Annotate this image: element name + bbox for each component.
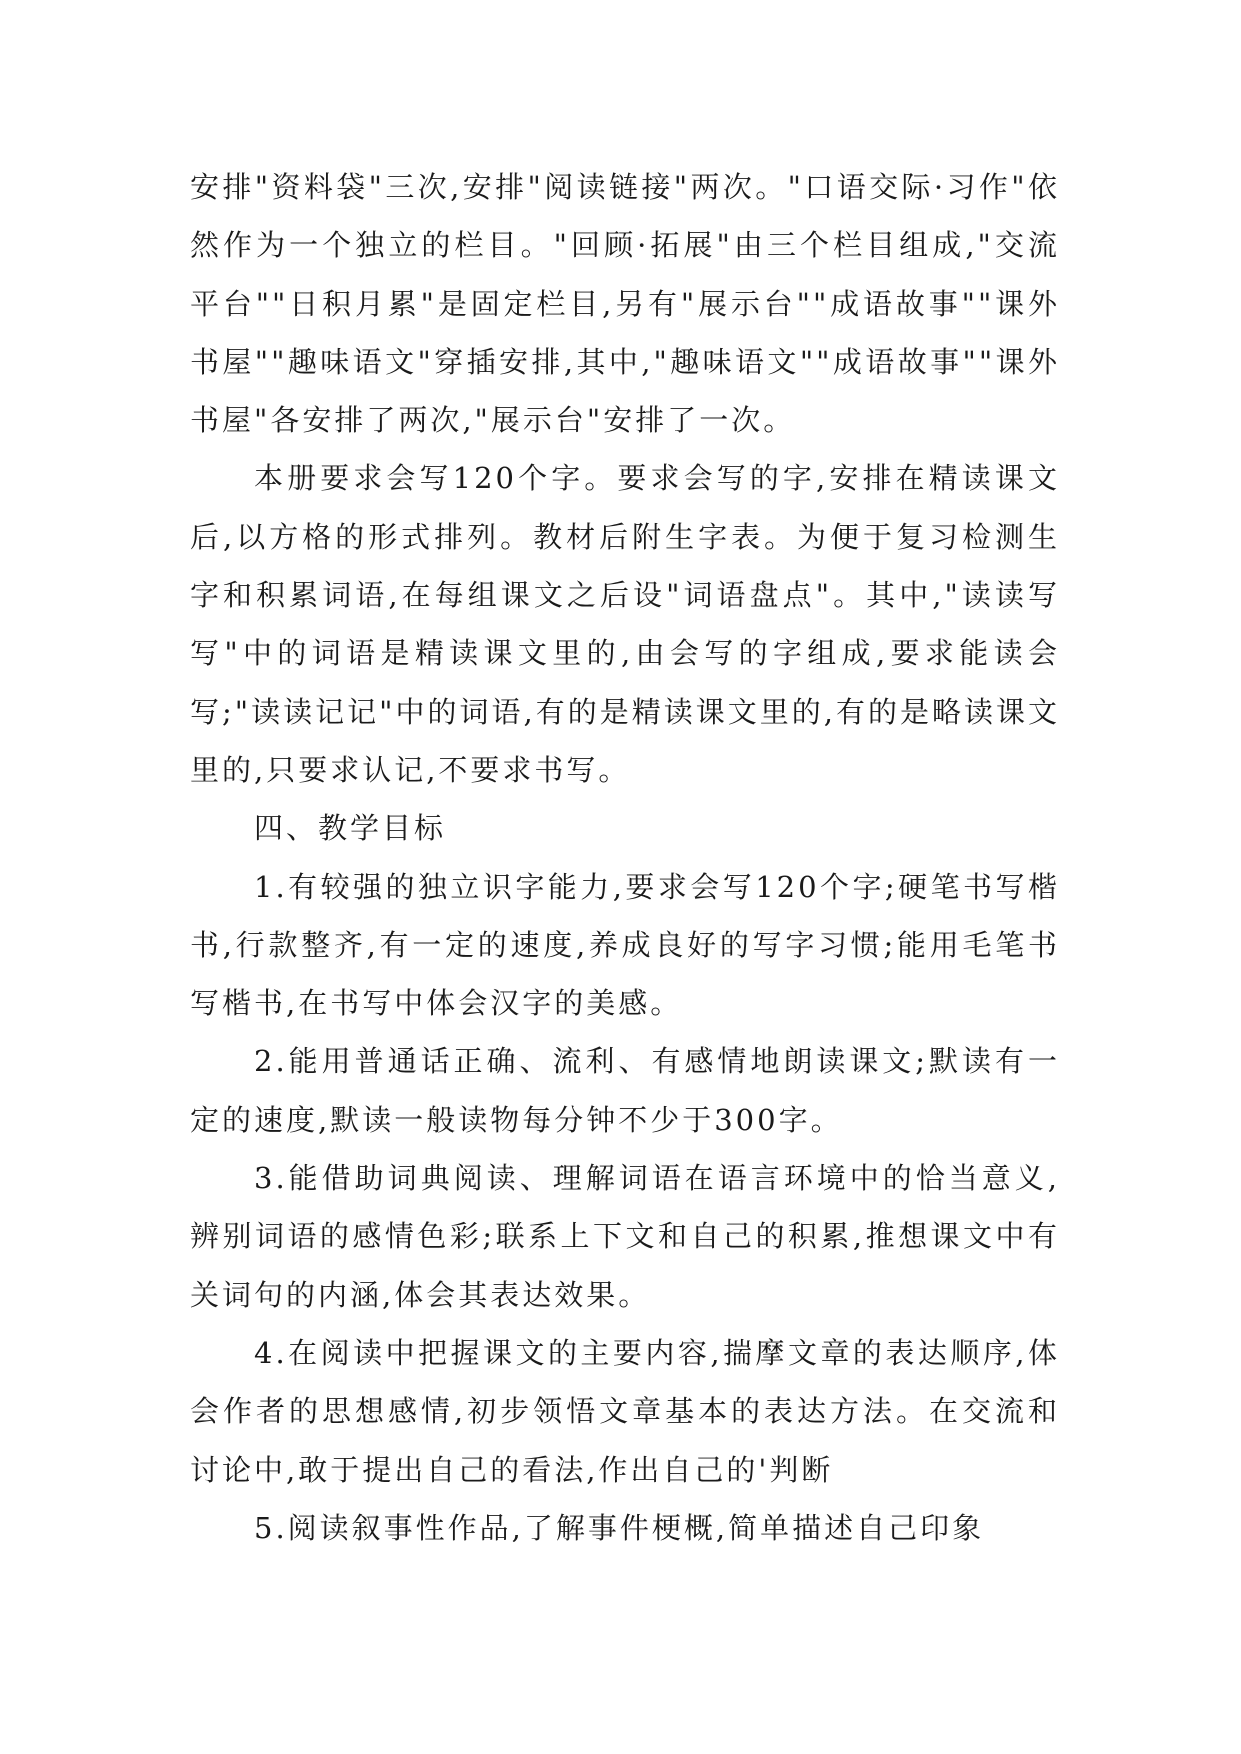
goal-item-5: 5.阅读叙事性作品,了解事件梗概,简单描述自己印象 bbox=[254, 1510, 985, 1545]
section-heading-teaching-goals: 四、教学目标 bbox=[254, 811, 447, 846]
paragraph-textbook-columns: 安排"资料袋"三次,安排"阅读链接"两次。"口语交际·习作"依然作为一个独立的栏目。"回顾·拓展"由三个栏目组成,"交流平台""日积月累"是固定栏目,另有"展示台""成语故事""课外书屋""趣味语文"穿插安排,其中,"趣味语文""成语故事""课外书屋"各安排了两次,"展示台"安排了一次。 bbox=[190, 170, 1060, 438]
goal-item-2: 2.能用普通话正确、流利、有感情地朗读课文;默读有一定的速度,默读一般读物每分钟不少于300字。 bbox=[190, 1044, 1060, 1137]
goal-item-3: 3.能借助词典阅读、理解词语在语言环境中的恰当意义,辨别词语的感情色彩;联系上下文和自己的积累,推想课文中有关词句的内涵,体会其表达效果。 bbox=[190, 1161, 1060, 1312]
goal-item-4: 4.在阅读中把握课文的主要内容,揣摩文章的表达顺序,体会作者的思想感情,初步领悟文章基本的表达方法。在交流和讨论中,敢于提出自己的看法,作出自己的'判断 bbox=[190, 1335, 1060, 1487]
paragraph-writing-requirements: 本册要求会写120个字。要求会写的字,安排在精读课文后,以方格的形式排列。教材后附生字表。为便于复习检测生字和积累词语,在每组课文之后设"词语盘点"。其中,"读读写写"中的词语是精读课文里的,由会写的字组成,要求能读会写;"读读记记"中的词语,有的是精读课文里的,有的是略读课文里的,只要求认记,不要求书写。 bbox=[190, 461, 1060, 787]
document-body bbox=[190, 158, 1060, 1557]
goal-item-1: 1.有较强的独立识字能力,要求会写120个字;硬笔书写楷书,行款整齐,有一定的速度,养成良好的写字习惯;能用毛笔书写楷书,在书写中体会汉字的美感。 bbox=[190, 869, 1060, 1021]
